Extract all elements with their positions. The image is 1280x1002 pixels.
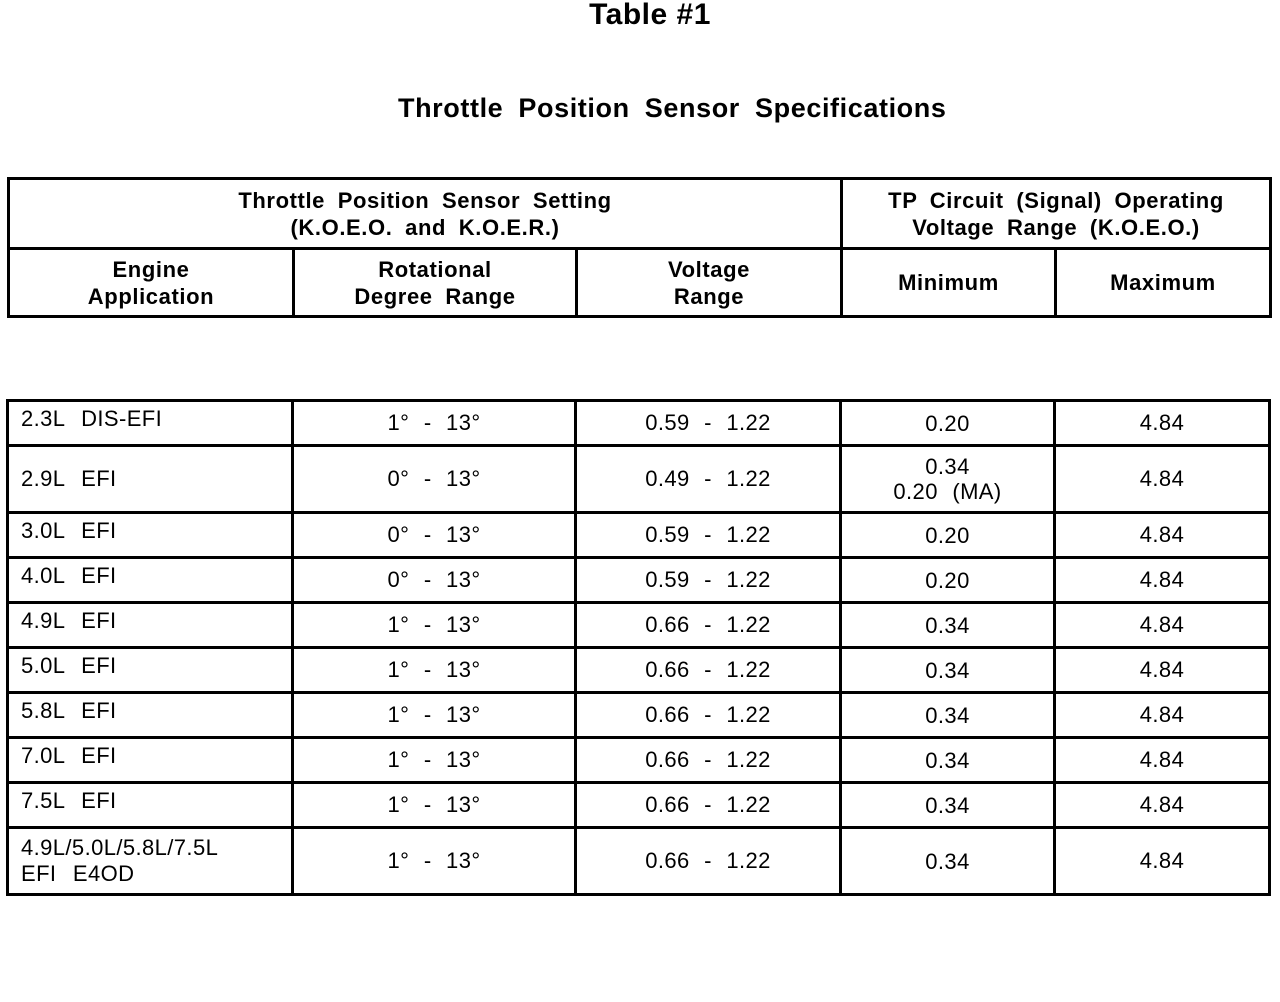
- minimum-value: 0.34: [925, 657, 970, 683]
- minimum-value: 0.20: [925, 410, 970, 436]
- voltage-header-line2: Range: [673, 283, 745, 309]
- engine-text: 4.0L EFI: [21, 563, 117, 588]
- engine-cell: [8, 783, 293, 828]
- engine-text: 2.3L DIS-EFI: [21, 406, 163, 431]
- engine-text: 4.9L/5.0L/5.8L/7.5L: [21, 835, 219, 860]
- tp-circuit-header-line2: Voltage Range (K.O.E.O.): [912, 214, 1200, 240]
- minimum-header: Minimum: [842, 249, 1056, 317]
- minimum-value: 0.34: [925, 792, 970, 818]
- voltage-cell: 0.66 - 1.22: [576, 603, 841, 648]
- minimum-cell: [841, 693, 1055, 738]
- minimum-value: 0.34: [925, 848, 970, 874]
- rotation-cell: 0° - 13°: [293, 558, 576, 603]
- table-row: [8, 513, 1270, 558]
- voltage-cell: 0.59 - 1.22: [576, 401, 841, 446]
- minimum-cell: [841, 446, 1055, 513]
- table-row: [8, 401, 1270, 446]
- minimum-cell: [841, 738, 1055, 783]
- page-title: Table #1: [589, 0, 711, 31]
- rotation-cell: 1° - 13°: [293, 738, 576, 783]
- maximum-cell: 4.84: [1055, 513, 1270, 558]
- minimum-cell: [841, 558, 1055, 603]
- rotational-degree-header: [294, 249, 577, 317]
- voltage-cell: 0.66 - 1.22: [576, 828, 841, 895]
- voltage-cell: 0.59 - 1.22: [576, 558, 841, 603]
- tp-circuit-header-line1: TP Circuit (Signal) Operating: [888, 187, 1224, 213]
- voltage-header-line1: Voltage: [667, 256, 751, 282]
- maximum-cell: 4.84: [1055, 693, 1270, 738]
- voltage-cell: 0.49 - 1.22: [576, 446, 841, 513]
- minimum-value: 0.34: [925, 702, 970, 728]
- engine-application-header: [9, 249, 294, 317]
- rotation-cell: 1° - 13°: [293, 828, 576, 895]
- minimum-cell: [841, 513, 1055, 558]
- engine-text: 7.5L EFI: [21, 788, 117, 813]
- rotation-cell: 1° - 13°: [293, 401, 576, 446]
- maximum-cell: 4.84: [1055, 783, 1270, 828]
- maximum-header: Maximum: [1056, 249, 1271, 317]
- minimum-value: 0.20: [925, 567, 970, 593]
- maximum-cell: 4.84: [1055, 558, 1270, 603]
- minimum-value: 0.34: [925, 747, 970, 773]
- maximum-cell: 4.84: [1055, 446, 1270, 513]
- voltage-range-header: [577, 249, 842, 317]
- minimum-value-alt: 0.20 (MA): [893, 479, 1002, 504]
- minimum-cell: [841, 783, 1055, 828]
- rotation-cell: 0° - 13°: [293, 513, 576, 558]
- maximum-cell: 4.84: [1055, 603, 1270, 648]
- maximum-cell: 4.84: [1055, 828, 1270, 895]
- minimum-cell: [841, 401, 1055, 446]
- voltage-cell: 0.66 - 1.22: [576, 738, 841, 783]
- engine-cell: [8, 828, 293, 895]
- voltage-cell: 0.66 - 1.22: [576, 783, 841, 828]
- engine-cell: [8, 738, 293, 783]
- minimum-value: 0.34: [925, 454, 970, 479]
- engine-header-line1: Engine: [112, 256, 190, 282]
- engine-text: 3.0L EFI: [21, 518, 117, 543]
- table-row: [8, 783, 1270, 828]
- engine-text: 7.0L EFI: [21, 743, 117, 768]
- minimum-cell: [841, 603, 1055, 648]
- voltage-cell: 0.66 - 1.22: [576, 693, 841, 738]
- table-row: [8, 603, 1270, 648]
- spec-table-header: [7, 177, 1272, 318]
- maximum-cell: 4.84: [1055, 738, 1270, 783]
- engine-cell: [8, 513, 293, 558]
- table-row: [8, 693, 1270, 738]
- table-row: [8, 738, 1270, 783]
- rotation-cell: 0° - 13°: [293, 446, 576, 513]
- engine-text: 4.9L EFI: [21, 608, 117, 633]
- sensor-setting-header-line2: (K.O.E.O. and K.O.E.R.): [290, 214, 560, 240]
- spec-table-body: [6, 399, 1271, 896]
- voltage-cell: 0.66 - 1.22: [576, 648, 841, 693]
- tp-circuit-group-header: [842, 179, 1271, 249]
- engine-text: 2.9L EFI: [21, 466, 117, 491]
- sensor-setting-group-header: [9, 179, 842, 249]
- table-row: [8, 648, 1270, 693]
- engine-cell: [8, 558, 293, 603]
- voltage-cell: 0.59 - 1.22: [576, 513, 841, 558]
- engine-text: 5.0L EFI: [21, 653, 117, 678]
- engine-cell: [8, 401, 293, 446]
- engine-cell: [8, 693, 293, 738]
- rotation-cell: 1° - 13°: [293, 783, 576, 828]
- engine-header-line2: Application: [87, 283, 215, 309]
- minimum-cell: [841, 828, 1055, 895]
- sensor-setting-header-line1: Throttle Position Sensor Setting: [238, 187, 612, 213]
- table-row: [8, 558, 1270, 603]
- rotational-header-line1: Rotational: [378, 256, 492, 282]
- engine-cell: [8, 446, 293, 513]
- table-subtitle: Throttle Position Sensor Specifications: [398, 93, 947, 123]
- rotational-header-line2: Degree Range: [354, 283, 516, 309]
- maximum-cell: 4.84: [1055, 401, 1270, 446]
- minimum-cell: [841, 648, 1055, 693]
- maximum-cell: 4.84: [1055, 648, 1270, 693]
- rotation-cell: 1° - 13°: [293, 603, 576, 648]
- table-row: [8, 446, 1270, 513]
- engine-text: 5.8L EFI: [21, 698, 117, 723]
- table-row: [8, 828, 1270, 895]
- engine-cell: [8, 648, 293, 693]
- minimum-value: 0.34: [925, 612, 970, 638]
- rotation-cell: 1° - 13°: [293, 693, 576, 738]
- minimum-value: 0.20: [925, 522, 970, 548]
- engine-text-line2: EFI E4OD: [21, 861, 135, 886]
- engine-cell: [8, 603, 293, 648]
- rotation-cell: 1° - 13°: [293, 648, 576, 693]
